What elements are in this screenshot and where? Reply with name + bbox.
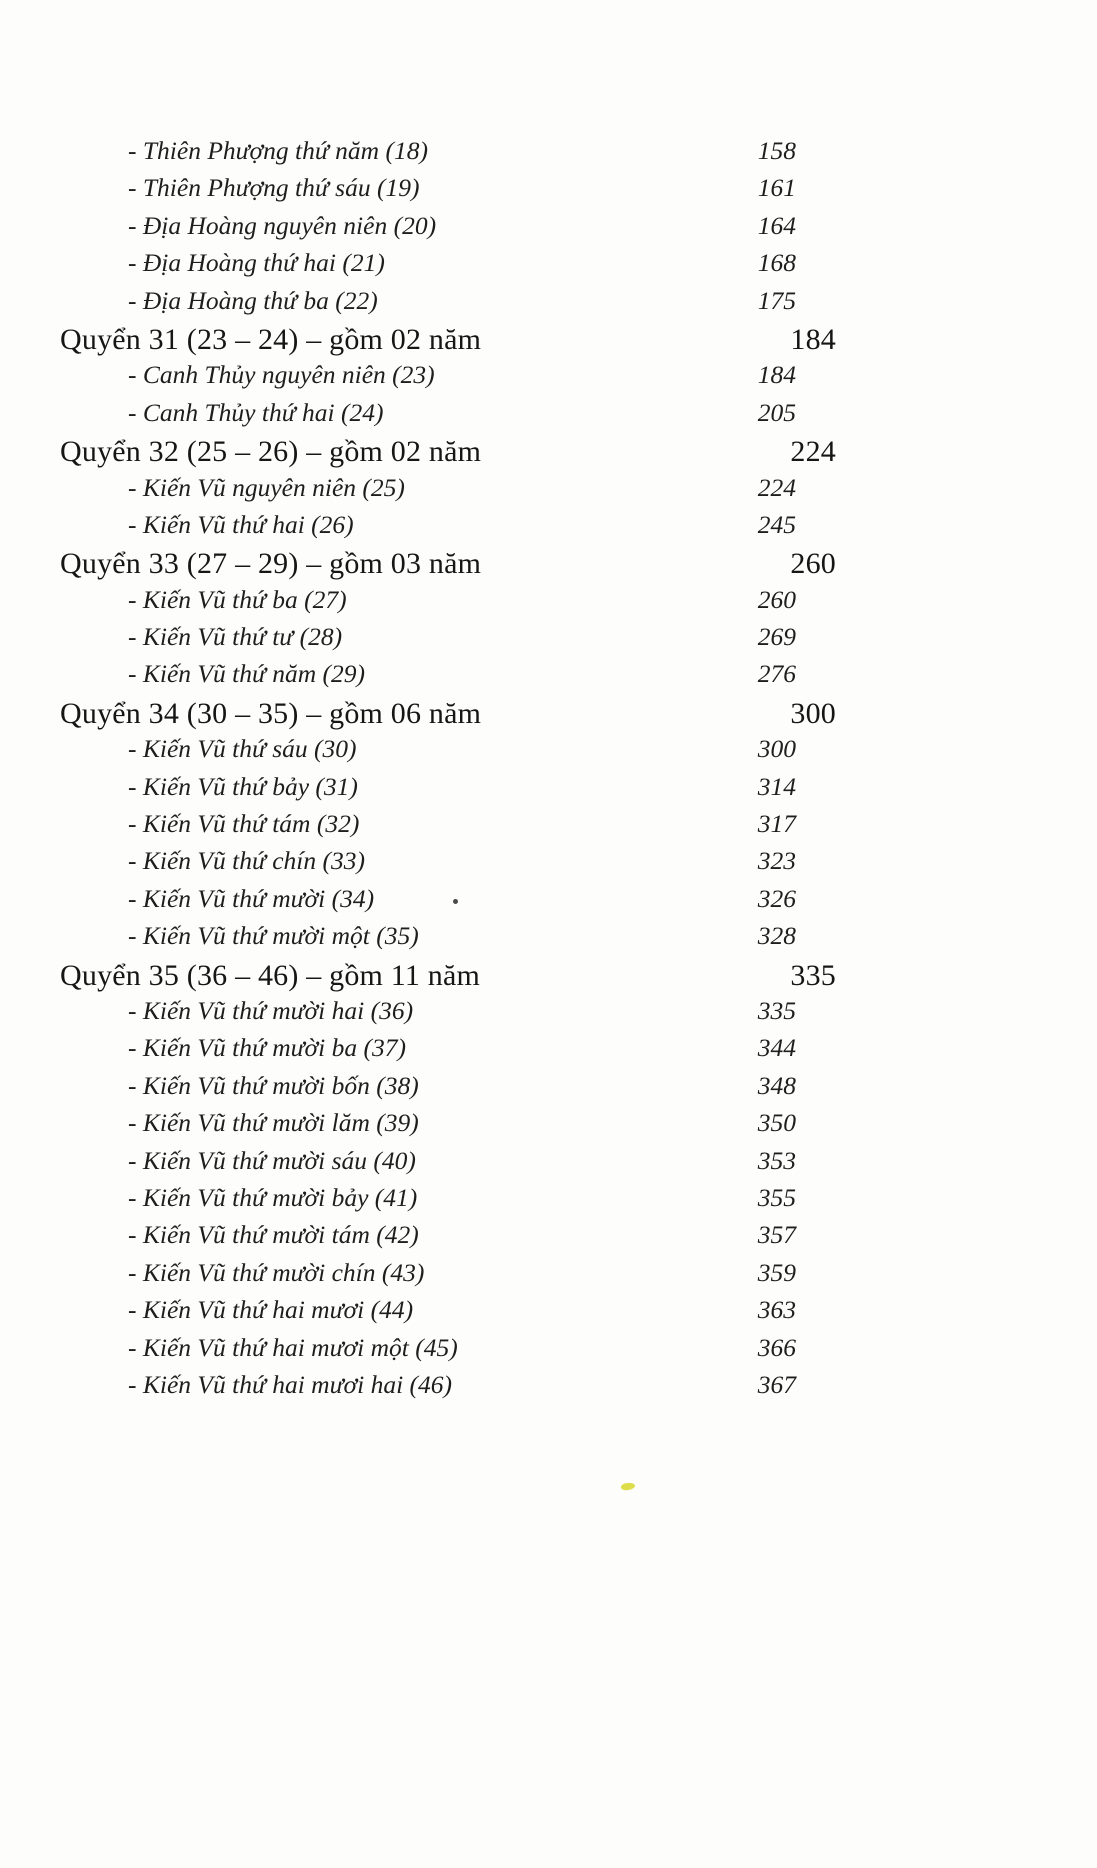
toc-entry-label: - Kiến Vũ thứ hai mươi (44) [128, 1295, 414, 1325]
toc-entry-label: - Địa Hoàng nguyên niên (20) [128, 210, 437, 240]
toc-entry-label: Quyển 32 (25 – 26) – gồm 02 năm [60, 435, 482, 469]
toc-entry [60, 1071, 836, 1108]
toc-entry-label: - Kiến Vũ thứ mười bảy (41) [128, 1182, 418, 1212]
toc-entry-label: - Kiến Vũ thứ mười ba (37) [128, 1033, 406, 1063]
scan-artifact-yellow-speck [621, 1482, 636, 1491]
toc-entry-page: 353 [757, 1145, 796, 1175]
toc-entry-page: 184 [757, 360, 796, 390]
toc-entry [60, 510, 836, 547]
toc-entry-label: - Kiến Vũ thứ mười chín (43) [128, 1257, 425, 1287]
toc-entry-page: 350 [757, 1108, 796, 1138]
toc-entry-label: - Kiến Vũ thứ mười bốn (38) [128, 1070, 419, 1100]
toc-entry-label: Quyển 34 (30 – 35) – gồm 06 năm [60, 696, 482, 730]
toc-entry-page: 317 [757, 809, 796, 839]
toc-entry-label: - Kiến Vũ thứ mười tám (42) [128, 1220, 419, 1250]
toc-entry-page: 158 [757, 136, 796, 165]
toc-entry [60, 248, 836, 285]
toc-entry [60, 1033, 836, 1070]
toc-entry-page: 276 [757, 659, 796, 689]
toc-entry [60, 323, 836, 360]
toc-entry-label: Quyển 31 (23 – 24) – gồm 02 năm [60, 322, 482, 356]
toc-entry [60, 772, 836, 809]
toc-entry-page: 344 [757, 1033, 796, 1063]
scan-artifact-dot [453, 899, 458, 904]
toc-entry-label: - Kiến Vũ thứ mười một (35) [128, 921, 419, 951]
toc-entry-page: 335 [757, 995, 796, 1025]
toc-entry-page: 367 [757, 1369, 796, 1399]
toc-entry [60, 921, 836, 958]
toc-entry-page: 269 [757, 622, 796, 652]
toc-entry-page: 184 [790, 322, 836, 356]
toc-entry-page: 168 [757, 248, 796, 278]
toc-entry [60, 286, 836, 323]
toc-entry [60, 846, 836, 883]
toc-entry-label: Quyển 35 (36 – 46) – gồm 11 năm [60, 958, 481, 992]
toc-entry-label: - Kiến Vũ thứ chín (33) [128, 846, 365, 876]
toc-entry-page: 260 [757, 584, 796, 614]
toc-entry-page: 335 [790, 958, 836, 992]
toc-entry [60, 211, 836, 248]
toc-entry-page: 161 [757, 173, 796, 203]
toc-entry-label: - Kiến Vũ thứ năm (29) [128, 659, 365, 689]
toc-entry-page: 355 [757, 1182, 796, 1212]
toc-entry-label: - Kiến Vũ thứ mười lăm (39) [128, 1108, 419, 1138]
toc-list [60, 136, 836, 1407]
toc-entry [60, 1333, 836, 1370]
toc-entry-label: - Thiên Phượng thứ sáu (19) [128, 173, 420, 203]
toc-entry [60, 1258, 836, 1295]
toc-entry-label: - Kiến Vũ nguyên niên (25) [128, 472, 405, 502]
toc-entry-page: 366 [757, 1332, 796, 1362]
toc-entry [60, 1183, 836, 1220]
toc-entry [60, 884, 836, 921]
toc-entry-page: 359 [757, 1257, 796, 1287]
toc-entry-page: 323 [757, 846, 796, 876]
toc-entry-label: Quyển 33 (27 – 29) – gồm 03 năm [60, 547, 482, 581]
toc-entry [60, 1370, 836, 1407]
toc-entry-page: 224 [790, 435, 836, 469]
toc-entry [60, 959, 836, 996]
toc-entry-page: 260 [790, 547, 836, 581]
toc-entry-label: - Địa Hoàng thứ ba (22) [128, 285, 378, 315]
toc-entry-page: 314 [757, 771, 796, 801]
toc-entry-label: - Canh Thủy nguyên niên (23) [128, 360, 435, 390]
toc-entry-page: 357 [757, 1220, 796, 1250]
toc-entry-label: - Kiến Vũ thứ tám (32) [128, 809, 360, 839]
toc-entry-page: 326 [757, 883, 796, 913]
toc-entry [60, 734, 836, 771]
toc-entry [60, 547, 836, 584]
toc-entry-page: 205 [757, 397, 796, 427]
toc-entry-label: - Kiến Vũ thứ hai (26) [128, 509, 354, 539]
toc-entry [60, 398, 836, 435]
toc-entry [60, 659, 836, 696]
toc-entry-label: - Kiến Vũ thứ sáu (30) [128, 734, 357, 764]
toc-entry-label: - Kiến Vũ thứ mười (34) [128, 883, 375, 913]
toc-entry [60, 136, 836, 173]
toc-entry [60, 1108, 836, 1145]
toc-entry [60, 1295, 836, 1332]
toc-entry-page: 224 [757, 472, 796, 502]
toc-entry-label: - Kiến Vũ thứ ba (27) [128, 584, 347, 614]
toc-entry-page: 328 [757, 921, 796, 951]
toc-entry-page: 175 [757, 285, 796, 315]
toc-entry-label: - Kiến Vũ thứ bảy (31) [128, 771, 358, 801]
toc-entry-page: 164 [757, 210, 796, 240]
toc-entry-page: 363 [757, 1295, 796, 1325]
toc-entry [60, 1146, 836, 1183]
toc-entry-label: - Thiên Phượng thứ năm (18) [128, 136, 428, 165]
toc-entry-page: 300 [757, 734, 796, 764]
toc-entry [60, 360, 836, 397]
toc-entry [60, 473, 836, 510]
toc-entry-label: - Kiến Vũ thứ mười sáu (40) [128, 1145, 416, 1175]
toc-entry-page: 348 [757, 1070, 796, 1100]
toc-entry-label: - Kiến Vũ thứ hai mươi một (45) [128, 1332, 458, 1362]
toc-entry [60, 585, 836, 622]
toc-entry [60, 622, 836, 659]
toc-entry-label: - Kiến Vũ thứ mười hai (36) [128, 995, 414, 1025]
toc-entry [60, 809, 836, 846]
toc-entry [60, 697, 836, 734]
toc-entry-label: - Kiến Vũ thứ tư (28) [128, 622, 343, 652]
toc-entry-page: 245 [757, 509, 796, 539]
toc-entry [60, 996, 836, 1033]
toc-entry-label: - Địa Hoàng thứ hai (21) [128, 248, 385, 278]
toc-entry [60, 1220, 836, 1257]
toc-entry-page: 300 [790, 696, 836, 730]
toc-entry-label: - Canh Thủy thứ hai (24) [128, 397, 384, 427]
toc-entry [60, 173, 836, 210]
toc-entry [60, 435, 836, 472]
toc-entry-label: - Kiến Vũ thứ hai mươi hai (46) [128, 1369, 453, 1399]
